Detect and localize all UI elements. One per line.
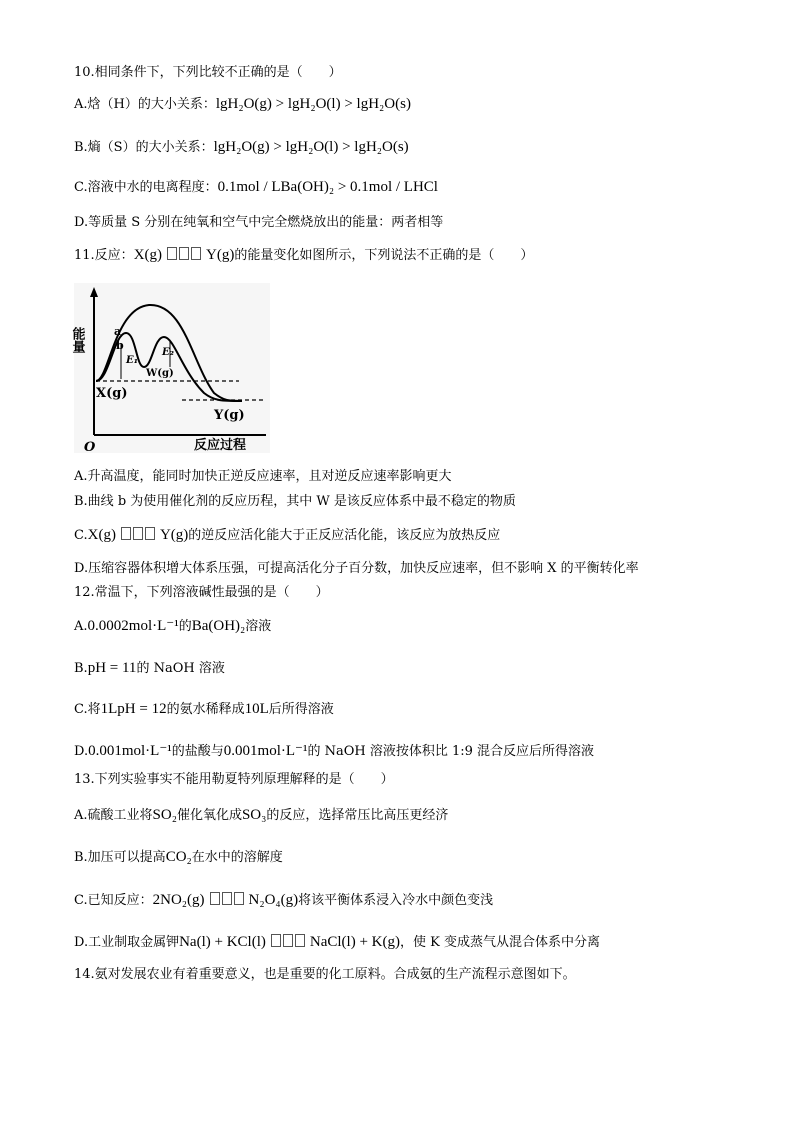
q12-a-formula: 0.0002mol·L⁻¹ [87, 618, 179, 634]
q13-d-post: ，使 K 变成蒸气从混合体系中分离 [399, 935, 600, 950]
q10-option-c [74, 178, 438, 197]
q11-stem-y: Y(g) [206, 247, 235, 263]
curve-b-label: b [116, 339, 124, 352]
q12-b-post: 的 NaOH 溶液 [136, 661, 225, 676]
e2-label: E₂ [162, 347, 175, 358]
e1-label: E₁ [126, 355, 139, 366]
q12-option-b [74, 659, 225, 678]
q12-a-pre: A. [74, 619, 88, 634]
q13-d-f1: Na(l) + KCl(l) [179, 934, 266, 950]
energy-diagram [69, 283, 270, 455]
q13-c-f1: 2NO₂(g) [152, 892, 205, 908]
q10-stem: 10.相同条件下，下列比较不正确的是（ ） [74, 65, 342, 80]
q11-stem-pre: 11.反应： [74, 248, 134, 263]
q11-c-y: Y(g) [159, 527, 189, 543]
q11-option-c [74, 526, 500, 545]
q13-b-f: CO₂ [165, 849, 192, 865]
q13-option-c [74, 891, 493, 910]
q11-stem-post: 的能量变化如图所示，下列说法不正确的是（ ） [234, 248, 534, 263]
q13-d-pre: D.工业制取金属钾 [74, 935, 180, 950]
q11-option-a: A.升高温度，能同时加快正逆反应速率，且对逆反应速率影响更大 [74, 469, 452, 484]
q13-option-b [74, 848, 283, 867]
q13-d-f2: NaCl(l) + K(g) [309, 934, 400, 950]
q10-option-b [74, 138, 409, 157]
q11-option-b: B.曲线 b 为使用催化剂的反应历程，其中 W 是该反应体系中最不稳定的物质 [74, 494, 516, 509]
q13-a-f1: SO₂ [152, 807, 177, 823]
q13-option-d [74, 933, 600, 952]
curve-a-label: a [114, 325, 122, 338]
q11-c-post: 的逆反应活化能大于正反应活化能，该反应为放热反应 [188, 528, 501, 543]
q12-option-c [74, 700, 334, 719]
q13-a-f2: SO₃ [241, 807, 267, 823]
q13-stem: 13.下列实验事实不能用勒夏特列原理解释的是（ ） [74, 772, 394, 787]
q13-a-post: 的反应，选择常压比高压更经济 [266, 808, 449, 823]
q10-a-label: A.焓（H）的大小关系： [74, 97, 216, 112]
q12-stem: 12.常温下，下列溶液碱性最强的是（ ） [74, 585, 329, 600]
q12-d-formula: 0.001mol·L⁻¹ [88, 743, 172, 759]
q12-c-formula2: 10L [244, 701, 269, 717]
q13-b-post: 在水中的溶解度 [191, 850, 283, 865]
q11-c-pre: C. [74, 528, 88, 543]
q12-c-pre: C.将 [74, 702, 101, 717]
q12-b-formula: pH = 11 [87, 660, 137, 676]
q12-c-mid: 的氨水稀释成 [166, 702, 245, 717]
q13-option-a [74, 806, 448, 825]
x-axis-label: 反应过程 [194, 438, 247, 453]
q12-d-post: 的 NaOH 溶液按体积比 1:9 混合反应后所得溶液 [307, 744, 595, 759]
q10-c-label: C.溶液中水的电离程度： [74, 180, 218, 195]
x-label: X(g) [96, 386, 128, 401]
equilibrium-arrow-icon [209, 892, 245, 910]
q10-option-d: D.等质量 S 分别在纯氧和空气中完全燃烧放出的能量：两者相等 [74, 215, 444, 230]
q12-a-formula2: Ba(OH)₂ [191, 618, 246, 634]
q13-a-pre: A.硫酸工业将 [74, 808, 153, 823]
q11-c-x: X(g) [87, 527, 116, 543]
q12-d-mid: 的盐酸与 [171, 744, 224, 759]
q10-c-formula: 0.1mol / LBa(OH)₂ > 0.1mol / LHCl [217, 179, 438, 195]
q12-a-mid: 的 [178, 619, 192, 634]
q11-option-d: D.压缩容器体积增大体系压强，可提高活化分子百分数，加快反应速率，但不影响 X 的平衡转化率 [74, 561, 639, 576]
q13-c-f2: N₂O₄(g) [248, 892, 299, 908]
equilibrium-arrow-icon [120, 527, 156, 545]
w-label: W(g) [146, 368, 174, 379]
q10-b-label: B.熵（S）的大小关系： [74, 140, 214, 155]
q12-d-pre: D. [74, 744, 89, 759]
q11-stem [74, 246, 533, 265]
q12-d-formula2: 0.001mol·L⁻¹ [223, 743, 308, 759]
q12-c-post: 后所得溶液 [268, 702, 334, 717]
q12-a-post: 溶液 [245, 619, 272, 634]
q13-a-mid: 催化氧化成 [176, 808, 242, 823]
origin-label: O [84, 440, 96, 455]
q10-option-a [74, 95, 411, 114]
q10-b-formula: lgH₂O(g) > lgH₂O(l) > lgH₂O(s) [213, 139, 409, 155]
q14-stem: 14.氨对发展农业有着重要意义，也是重要的化工原料。合成氨的生产流程示意图如下。 [74, 967, 576, 982]
y-axis-label: 能量 [69, 327, 85, 353]
q12-c-formula: 1LpH = 12 [100, 701, 167, 717]
equilibrium-arrow-icon [270, 934, 306, 952]
q12-option-a [74, 617, 271, 636]
q10-a-formula: lgH₂O(g) > lgH₂O(l) > lgH₂O(s) [215, 96, 411, 112]
q12-option-d [74, 742, 594, 761]
equilibrium-arrow-icon [166, 247, 202, 265]
q11-stem-x: X(g) [133, 247, 163, 263]
q13-c-post: 将该平衡体系浸入冷水中颜色变浅 [298, 893, 494, 908]
q13-b-pre: B.加压可以提高 [74, 850, 166, 865]
y-label: Y(g) [214, 408, 245, 423]
q12-b-pre: B. [74, 661, 88, 676]
q13-c-pre: C.已知反应： [74, 893, 153, 908]
